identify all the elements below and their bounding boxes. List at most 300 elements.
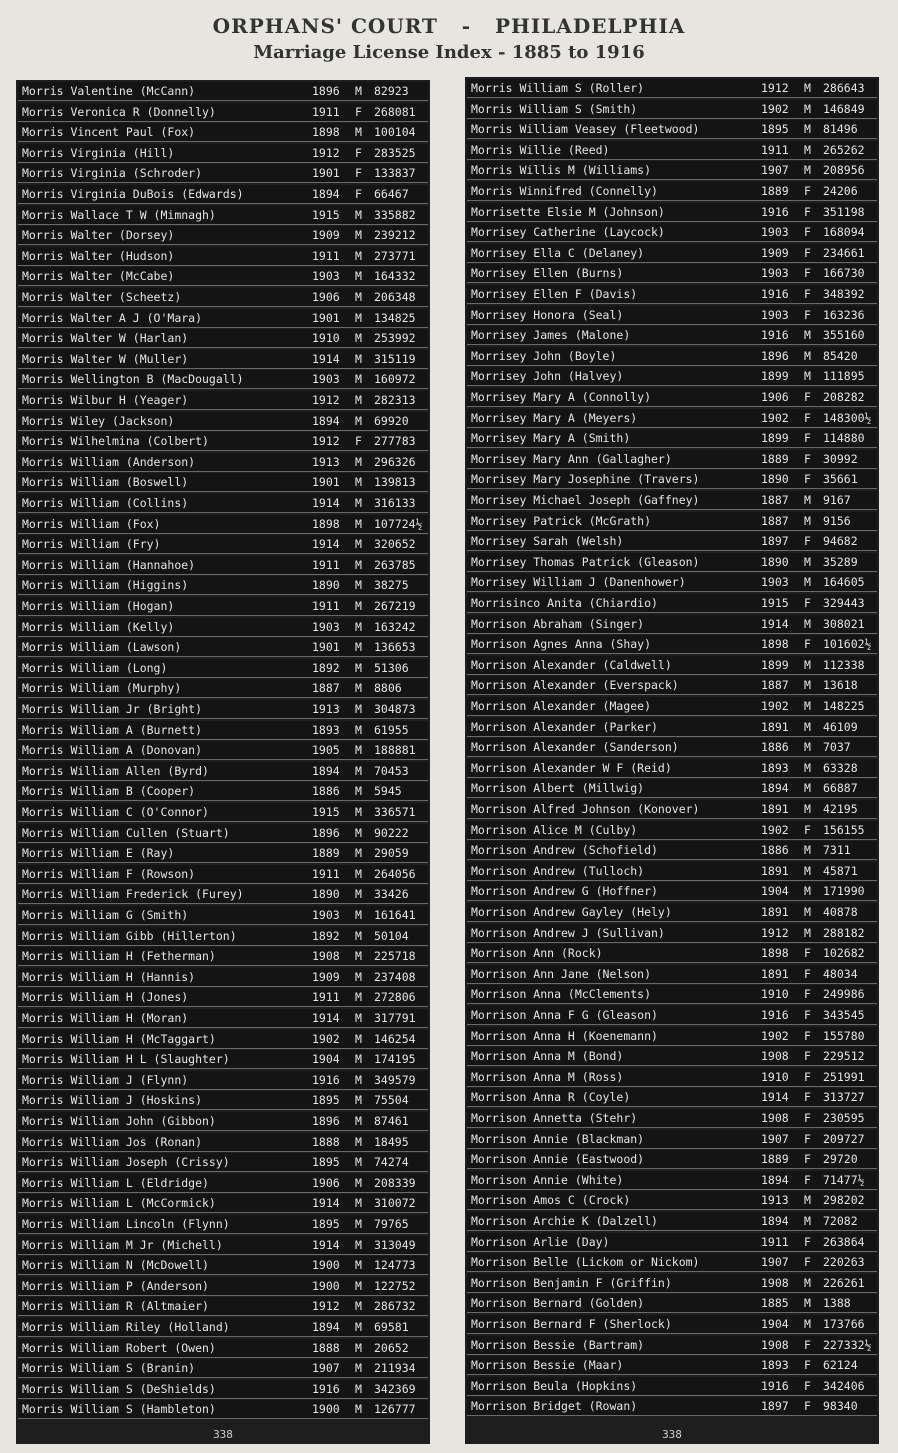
entry-license-number: 133837 (374, 166, 416, 181)
entry-year: 1889 (312, 846, 340, 861)
entry-license-number: 308021 (823, 616, 865, 631)
entry-name: Morris William C (O'Connor) (22, 805, 209, 819)
entry-license-number: 124773 (374, 1258, 416, 1273)
entry-sex: F (804, 1028, 811, 1043)
entry-year: 1909 (761, 245, 789, 260)
entry-sex: F (804, 637, 811, 652)
index-entry-row (18, 1339, 428, 1358)
entry-year: 1916 (312, 1072, 340, 1087)
entry-name: Morris William S (Hambleton) (22, 1402, 216, 1417)
index-entry-row (467, 1047, 877, 1066)
index-entry-row (18, 844, 428, 863)
entry-name: Morris William H (Fetherman) (22, 949, 216, 964)
entry-name: Morrison Anna H (Koenemann) (471, 1028, 658, 1043)
entry-year: 1901 (312, 475, 340, 490)
entry-name: Morris Vincent Paul (Fox) (22, 125, 196, 140)
entry-name: Morrison Bernard F (Sherlock) (471, 1317, 672, 1331)
index-entry-row (467, 924, 877, 943)
entry-license-number: 66887 (823, 781, 858, 796)
entry-name: Morrison Alexander (Parker) (471, 719, 658, 734)
entry-license-number: 229512 (823, 1049, 865, 1064)
entry-sex: M (804, 1275, 811, 1290)
entry-license-number: 33426 (374, 887, 409, 902)
entry-year: 1902 (312, 1031, 340, 1046)
entry-year: 1889 (761, 184, 789, 198)
entry-year: 1911 (312, 248, 340, 263)
entry-name: Morris William R (Altmaier) (22, 1299, 209, 1314)
entry-sex: M (355, 805, 362, 819)
entry-license-number: 45871 (823, 863, 858, 878)
entry-year: 1893 (761, 760, 789, 775)
entry-license-number: 101602½ (823, 637, 872, 652)
entry-name: Morrison Albert (Millwig) (471, 781, 645, 796)
index-entry-row (467, 1356, 877, 1375)
entry-license-number: 268081 (374, 104, 416, 119)
entry-name: Morrison Anna (McClements) (471, 987, 652, 1002)
entry-sex: F (804, 1172, 811, 1187)
entry-year: 1901 (312, 640, 340, 655)
entry-year: 1889 (761, 1152, 789, 1167)
index-entry-row (18, 1318, 428, 1337)
entry-sex: M (804, 163, 811, 178)
entry-name: Morrisey James (Malone) (471, 328, 631, 343)
entry-sex: F (804, 1152, 811, 1167)
entry-sex: M (355, 1237, 362, 1252)
entry-name: Morrisey Catherine (Laycock) (471, 225, 665, 240)
entry-sex: F (804, 451, 811, 466)
entry-name: Morrison Annie (White) (471, 1172, 624, 1187)
entry-license-number: 51306 (374, 660, 409, 675)
entry-license-number: 349579 (374, 1072, 416, 1087)
entry-year: 1895 (312, 1217, 340, 1231)
index-entry-row (467, 347, 877, 366)
entry-sex: F (804, 596, 811, 610)
entry-name: Morrisey Mary Ann (Gallagher) (471, 451, 672, 466)
index-entry-row (467, 409, 877, 428)
index-entry-row (467, 553, 877, 572)
index-entry-row (467, 182, 877, 201)
entry-year: 1910 (312, 331, 340, 346)
index-entry-row (18, 1359, 428, 1378)
entry-sex: M (355, 557, 362, 572)
entry-name: Morrisey Honora (Seal) (471, 307, 624, 322)
index-entry-row (467, 800, 877, 819)
index-entry-row (18, 927, 428, 946)
entry-license-number: 148300½ (823, 410, 872, 425)
index-entry-row (467, 470, 877, 489)
entry-name: Morrison Arlie (Day) (471, 1234, 610, 1249)
entry-year: 1898 (312, 516, 340, 531)
entry-license-number: 8806 (374, 681, 402, 696)
entry-sex: F (804, 534, 811, 549)
entry-year: 1898 (761, 946, 789, 961)
entry-year: 1904 (761, 1317, 789, 1331)
entry-name: Morris William (Lawson) (22, 640, 182, 655)
entry-license-number: 107724½ (374, 516, 423, 531)
entry-name: Morris Virginia (Schroder) (22, 166, 203, 181)
entry-name: Morris William J (Flynn) (22, 1072, 189, 1087)
index-entry-row (18, 267, 428, 286)
entry-license-number: 225718 (374, 949, 416, 964)
entry-year: 1914 (312, 537, 340, 552)
index-entry-row (467, 615, 877, 634)
entry-sex: M (804, 699, 811, 713)
entry-license-number: 134825 (374, 310, 416, 325)
entry-year: 1909 (312, 969, 340, 984)
entry-sex: M (355, 1402, 362, 1417)
entry-name: Morris William S (Roller) (471, 81, 645, 95)
entry-sex: F (804, 822, 811, 837)
entry-name: Morrison Anna M (Bond) (471, 1049, 624, 1064)
entry-year: 1896 (312, 1114, 340, 1128)
entry-name: Morrison Amos C (Crock) (471, 1193, 631, 1208)
entry-year: 1893 (312, 722, 340, 737)
entry-year: 1913 (312, 454, 340, 469)
entry-license-number: 79765 (374, 1217, 409, 1231)
entry-year: 1894 (312, 1320, 340, 1334)
entry-year: 1913 (312, 702, 340, 716)
entry-sex: M (804, 1214, 811, 1228)
entry-license-number: 35661 (823, 472, 858, 487)
index-entry-row (467, 306, 877, 325)
entry-sex: F (804, 1131, 811, 1146)
entry-year: 1906 (312, 1175, 340, 1190)
index-entry-row (18, 1133, 428, 1152)
entry-license-number: 249986 (823, 987, 865, 1002)
entry-license-number: 315119 (374, 351, 416, 366)
entry-sex: M (804, 142, 811, 157)
entry-sex: M (804, 493, 811, 507)
index-entry-row (467, 1397, 877, 1416)
page-number: 338 (213, 1428, 233, 1441)
entry-name: Morris Walter (Dorsey) (22, 228, 175, 243)
index-entry-row (18, 1297, 428, 1316)
index-entry-row (18, 123, 428, 142)
entry-license-number: 272806 (374, 990, 416, 1005)
index-entry-row (18, 762, 428, 781)
entry-year: 1892 (312, 660, 340, 675)
entry-sex: M (355, 454, 362, 469)
entry-year: 1914 (312, 1196, 340, 1211)
entry-sex: M (355, 1155, 362, 1170)
entry-sex: F (804, 1111, 811, 1125)
entry-name: Morris Wellington B (MacDougall) (22, 372, 244, 387)
index-entry-row (18, 968, 428, 987)
index-entry-row (18, 370, 428, 389)
index-entry-row (18, 82, 428, 101)
entry-license-number: 348392 (823, 287, 865, 301)
index-entry-row (18, 144, 428, 163)
entry-name: Morrisey William J (Danenhower) (471, 575, 686, 590)
entry-name: Morris William H (Hannis) (22, 969, 196, 984)
entry-year: 1887 (761, 493, 789, 507)
entry-name: Morris William H (McTaggart) (22, 1031, 216, 1046)
entry-license-number: 317791 (374, 1011, 416, 1025)
entry-sex: F (804, 987, 811, 1002)
index-entry-row (18, 947, 428, 966)
entry-license-number: 273771 (374, 248, 416, 263)
index-entry-row (467, 944, 877, 963)
entry-year: 1915 (761, 596, 789, 610)
entry-license-number: 69581 (374, 1320, 409, 1334)
entry-sex: F (804, 410, 811, 425)
entry-sex: M (355, 1134, 362, 1149)
entry-sex: M (355, 578, 362, 593)
entry-year: 1891 (761, 802, 789, 816)
entry-license-number: 42195 (823, 802, 858, 816)
entry-name: Morris William N (McDowell) (22, 1258, 209, 1273)
index-entry-row (18, 473, 428, 492)
entry-sex: F (804, 1049, 811, 1064)
entry-license-number: 282313 (374, 393, 416, 407)
entry-sex: M (355, 1217, 362, 1231)
entry-name: Morrison Bessie (Maar) (471, 1358, 624, 1373)
entry-year: 1899 (761, 431, 789, 446)
entry-name: Morris Walter A J (O'Mara) (22, 310, 203, 325)
entry-license-number: 283525 (374, 145, 416, 160)
entry-license-number: 61955 (374, 722, 409, 737)
entry-year: 1890 (312, 578, 340, 593)
entry-sex: F (804, 946, 811, 961)
index-entry-row (18, 638, 428, 657)
index-entry-row (467, 1294, 877, 1313)
entry-name: Morris William Robert (Owen) (22, 1340, 216, 1355)
entry-sex: F (804, 245, 811, 260)
entry-year: 1905 (312, 743, 340, 758)
entry-sex: M (355, 990, 362, 1005)
index-entry-row (467, 1068, 877, 1087)
entry-year: 1895 (312, 1155, 340, 1170)
entry-name: Morris William (Hannahoe) (22, 557, 196, 572)
entry-license-number: 29059 (374, 846, 409, 861)
entry-sex: M (355, 1361, 362, 1376)
index-entry-row (18, 679, 428, 698)
entry-year: 1903 (761, 307, 789, 322)
entry-year: 1914 (312, 351, 340, 366)
entry-sex: M (355, 290, 362, 304)
entry-name: Morrison Anna F G (Gleason) (471, 1008, 658, 1022)
index-entry-row (467, 264, 877, 283)
entry-name: Morrison Beula (Hopkins) (471, 1378, 638, 1393)
entry-license-number: 174195 (374, 1052, 416, 1067)
index-entry-row (467, 1150, 877, 1169)
entry-license-number: 136653 (374, 640, 416, 655)
index-entry-row (467, 1109, 877, 1128)
entry-name: Morrison Alice M (Culby) (471, 822, 638, 837)
entry-sex: F (804, 204, 811, 219)
index-entry-row (18, 885, 428, 904)
index-entry-row (18, 1215, 428, 1234)
index-entry-row (467, 1130, 877, 1149)
entry-name: Morris William Frederick (Furey) (22, 887, 244, 902)
index-entry-row (18, 1071, 428, 1090)
index-entry-row (18, 556, 428, 575)
entry-sex: F (804, 1069, 811, 1084)
entry-year: 1897 (761, 534, 789, 549)
entry-name: Morris William L (McCormick) (22, 1196, 216, 1211)
entry-name: Morris Walter (Scheetz) (22, 290, 182, 304)
entry-license-number: 38275 (374, 578, 409, 593)
entry-name: Morris William S (Branin) (22, 1361, 196, 1376)
entry-name: Morrison Annie (Blackman) (471, 1131, 645, 1146)
entry-sex: M (355, 1114, 362, 1128)
entry-name: Morris Willis M (Williams) (471, 163, 652, 178)
entry-name: Morris Willie (Reed) (471, 142, 610, 157)
entry-license-number: 336571 (374, 805, 416, 819)
entry-license-number: 112338 (823, 657, 865, 672)
entry-name: Morrisey Mary Josephine (Travers) (471, 472, 700, 487)
entry-year: 1886 (761, 740, 789, 755)
entry-name: Morris William Jr (Bright) (22, 702, 203, 716)
index-entry-row (467, 450, 877, 469)
index-entry-row (467, 512, 877, 531)
entry-name: Morris Virginia (Hill) (22, 145, 175, 160)
entry-license-number: 87461 (374, 1114, 409, 1128)
entry-year: 1903 (761, 266, 789, 281)
entry-sex: F (804, 1358, 811, 1373)
entry-license-number: 62124 (823, 1358, 858, 1373)
entry-license-number: 30992 (823, 451, 858, 466)
entry-sex: M (804, 616, 811, 631)
entry-license-number: 298202 (823, 1193, 865, 1208)
entry-year: 1907 (761, 1131, 789, 1146)
entry-year: 1899 (761, 369, 789, 384)
entry-year: 1916 (761, 204, 789, 219)
entry-license-number: 209727 (823, 1131, 865, 1146)
index-entry-row (467, 1006, 877, 1025)
entry-sex: M (355, 516, 362, 531)
entry-name: Morris William E (Ray) (22, 846, 175, 861)
entry-license-number: 90222 (374, 825, 409, 840)
entry-license-number: 164605 (823, 575, 865, 590)
entry-sex: M (355, 784, 362, 799)
entry-sex: M (355, 949, 362, 964)
entry-name: Morrison Andrew (Tulloch) (471, 863, 645, 878)
entry-name: Morrison Archie K (Dalzell) (471, 1214, 658, 1228)
entry-name: Morrison Benjamin F (Griffin) (471, 1275, 672, 1290)
entry-sex: M (355, 125, 362, 140)
entry-sex: M (355, 743, 362, 758)
entry-license-number: 263785 (374, 557, 416, 572)
entry-license-number: 9167 (823, 493, 851, 507)
entry-license-number: 13618 (823, 678, 858, 693)
entry-sex: M (355, 269, 362, 284)
entry-year: 1916 (761, 1378, 789, 1393)
index-entry-row (467, 738, 877, 757)
entry-license-number: 7311 (823, 843, 851, 858)
index-entry-row (467, 1336, 877, 1355)
entry-year: 1902 (761, 410, 789, 425)
entry-name: Morris Wallace T W (Mimnagh) (22, 207, 216, 222)
entry-license-number: 40878 (823, 905, 858, 919)
entry-name: Morris William Cullen (Stuart) (22, 825, 230, 840)
entry-license-number: 9156 (823, 513, 851, 528)
entry-license-number: 35289 (823, 554, 858, 569)
entry-year: 1898 (312, 125, 340, 140)
entry-name: Morris Valentine (McCann) (22, 84, 196, 98)
entry-sex: F (804, 966, 811, 981)
entry-license-number: 206348 (374, 290, 416, 304)
entry-sex: F (804, 1008, 811, 1022)
entry-year: 1914 (761, 1090, 789, 1105)
index-entry-row (18, 432, 428, 451)
entry-sex: M (355, 825, 362, 840)
index-entry-row (18, 741, 428, 760)
entry-year: 1912 (312, 1299, 340, 1314)
entry-name: Morrisette Elsie M (Johnson) (471, 204, 665, 219)
entry-name: Morrison Alfred Johnson (Konover) (471, 802, 700, 816)
entry-license-number: 163242 (374, 619, 416, 634)
entry-name: Morris William G (Smith) (22, 908, 189, 922)
entry-license-number: 220263 (823, 1255, 865, 1270)
entry-name: Morrisey Ellen (Burns) (471, 266, 624, 281)
entry-name: Morrisey Thomas Patrick (Gleason) (471, 554, 700, 569)
entry-name: Morris Wiley (Jackson) (22, 413, 175, 428)
index-entry-row (467, 203, 877, 222)
entry-sex: M (355, 248, 362, 263)
entry-license-number: 69920 (374, 413, 409, 428)
index-entry-row (467, 965, 877, 984)
entry-license-number: 188881 (374, 743, 416, 758)
entry-year: 1900 (312, 1258, 340, 1273)
entry-name: Morrison Bernard (Golden) (471, 1296, 645, 1311)
index-entry-row (18, 288, 428, 307)
entry-sex: F (355, 166, 362, 181)
entry-year: 1896 (312, 84, 340, 98)
entry-name: Morris William Veasey (Fleetwood) (471, 122, 700, 137)
index-entry-row (18, 185, 428, 204)
entry-year: 1902 (761, 822, 789, 837)
index-entry-row (467, 1233, 877, 1252)
entry-license-number: 343545 (823, 1008, 865, 1022)
entry-year: 1902 (761, 101, 789, 116)
entry-sex: F (804, 1090, 811, 1105)
entry-license-number: 18495 (374, 1134, 409, 1149)
index-entry-row (467, 759, 877, 778)
entry-license-number: 263864 (823, 1234, 865, 1249)
left-index-column (16, 80, 430, 1444)
entry-sex: F (804, 472, 811, 487)
entry-name: Morris William (Higgins) (22, 578, 189, 593)
entry-license-number: 74274 (374, 1155, 409, 1170)
entry-name: Morris William B (Cooper) (22, 784, 196, 799)
entry-year: 1915 (312, 207, 340, 222)
entry-year: 1895 (761, 122, 789, 137)
entry-year: 1914 (761, 616, 789, 631)
index-entry-row (467, 120, 877, 139)
entry-name: Morrison Andrew J (Sullivan) (471, 925, 665, 940)
entry-license-number: 7037 (823, 740, 851, 755)
entry-year: 1891 (761, 863, 789, 878)
entry-year: 1904 (761, 884, 789, 899)
entry-license-number: 296326 (374, 454, 416, 469)
entry-name: Morrison Annetta (Stehr) (471, 1111, 638, 1125)
entry-year: 1902 (761, 1028, 789, 1043)
index-entry-row (467, 594, 877, 613)
entry-name: Morris William Gibb (Hillerton) (22, 928, 237, 943)
entry-license-number: 20652 (374, 1340, 409, 1355)
entry-name: Morrisey Michael Joseph (Gaffney) (471, 493, 700, 507)
entry-license-number: 351198 (823, 204, 865, 219)
entry-year: 1894 (761, 1172, 789, 1187)
index-entry-row (467, 223, 877, 242)
entry-license-number: 329443 (823, 596, 865, 610)
entry-year: 1901 (312, 166, 340, 181)
entry-name: Morris William L (Eldridge) (22, 1175, 209, 1190)
entry-year: 1903 (312, 908, 340, 922)
index-entry-row (18, 906, 428, 925)
entry-license-number: 171990 (823, 884, 865, 899)
